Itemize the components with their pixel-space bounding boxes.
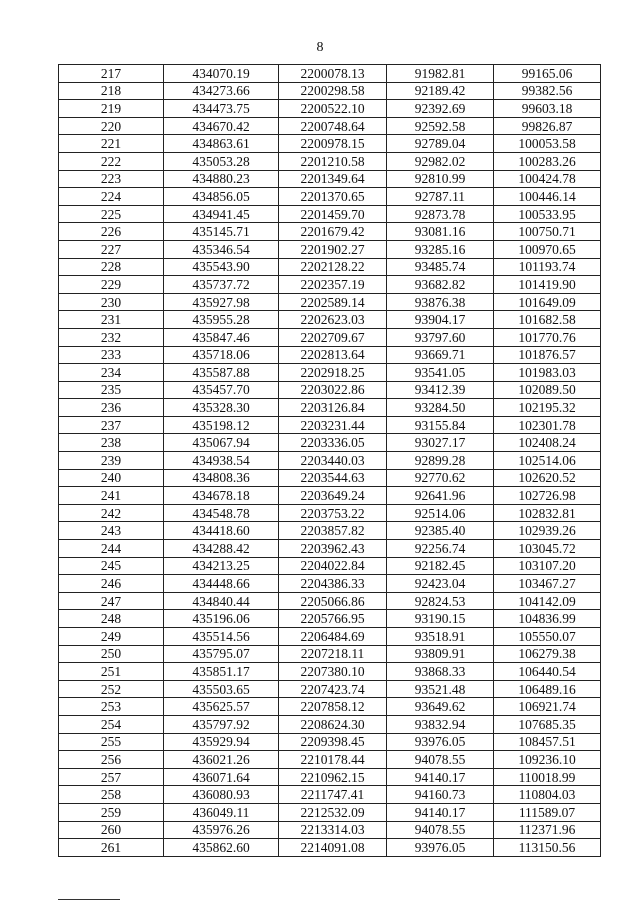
y-coordinate-cell: 2202709.67 <box>279 328 387 346</box>
table-row <box>59 803 601 821</box>
y-local-cell: 99165.06 <box>494 65 601 83</box>
table-row <box>59 821 601 839</box>
point-number-cell: 222 <box>59 152 164 170</box>
table-row <box>59 276 601 294</box>
point-number-cell: 235 <box>59 381 164 399</box>
table-row <box>59 733 601 751</box>
y-coordinate-cell: 2207380.10 <box>279 663 387 681</box>
table-row <box>59 416 601 434</box>
y-local-cell: 102726.98 <box>494 487 601 505</box>
x-coordinate-cell: 435053.28 <box>164 152 279 170</box>
table-row <box>59 399 601 417</box>
y-local-cell: 112371.96 <box>494 821 601 839</box>
x-coordinate-cell: 434863.61 <box>164 135 279 153</box>
y-coordinate-cell: 2200078.13 <box>279 65 387 83</box>
y-coordinate-cell: 2204386.33 <box>279 575 387 593</box>
point-number-cell: 258 <box>59 786 164 804</box>
table-row <box>59 698 601 716</box>
x-coordinate-cell: 435587.88 <box>164 364 279 382</box>
y-coordinate-cell: 2202623.03 <box>279 311 387 329</box>
x-local-cell: 92392.69 <box>387 100 494 118</box>
y-coordinate-cell: 2200522.10 <box>279 100 387 118</box>
y-coordinate-cell: 2206484.69 <box>279 628 387 646</box>
table-row <box>59 258 601 276</box>
table-row <box>59 82 601 100</box>
table-row <box>59 469 601 487</box>
table-row <box>59 452 601 470</box>
table-row <box>59 205 601 223</box>
x-local-cell: 92770.62 <box>387 469 494 487</box>
table-row <box>59 786 601 804</box>
y-local-cell: 101682.58 <box>494 311 601 329</box>
point-number-cell: 254 <box>59 715 164 733</box>
point-number-cell: 237 <box>59 416 164 434</box>
x-local-cell: 93518.91 <box>387 628 494 646</box>
x-local-cell: 93868.33 <box>387 663 494 681</box>
x-coordinate-cell: 435198.12 <box>164 416 279 434</box>
x-coordinate-cell: 434670.42 <box>164 117 279 135</box>
point-number-cell: 221 <box>59 135 164 153</box>
x-local-cell: 93797.60 <box>387 328 494 346</box>
x-local-cell: 94160.73 <box>387 786 494 804</box>
y-coordinate-cell: 2203857.82 <box>279 522 387 540</box>
table-row <box>59 839 601 857</box>
x-coordinate-cell: 434070.19 <box>164 65 279 83</box>
point-number-cell: 224 <box>59 188 164 206</box>
y-coordinate-cell: 2209398.45 <box>279 733 387 751</box>
point-number-cell: 259 <box>59 803 164 821</box>
x-local-cell: 94078.55 <box>387 821 494 839</box>
table-row <box>59 188 601 206</box>
y-local-cell: 108457.51 <box>494 733 601 751</box>
x-coordinate-cell: 435737.72 <box>164 276 279 294</box>
y-coordinate-cell: 2208624.30 <box>279 715 387 733</box>
y-coordinate-cell: 2201459.70 <box>279 205 387 223</box>
point-number-cell: 250 <box>59 645 164 663</box>
point-number-cell: 232 <box>59 328 164 346</box>
y-local-cell: 109236.10 <box>494 751 601 769</box>
table-row <box>59 592 601 610</box>
y-coordinate-cell: 2203231.44 <box>279 416 387 434</box>
x-local-cell: 93976.05 <box>387 839 494 857</box>
y-coordinate-cell: 2200748.64 <box>279 117 387 135</box>
y-coordinate-cell: 2201349.64 <box>279 170 387 188</box>
x-local-cell: 93027.17 <box>387 434 494 452</box>
x-coordinate-cell: 435346.54 <box>164 240 279 258</box>
x-local-cell: 93876.38 <box>387 293 494 311</box>
x-coordinate-cell: 435625.57 <box>164 698 279 716</box>
x-coordinate-cell: 436071.64 <box>164 768 279 786</box>
x-coordinate-cell: 436080.93 <box>164 786 279 804</box>
x-coordinate-cell: 434548.78 <box>164 504 279 522</box>
y-local-cell: 102408.24 <box>494 434 601 452</box>
y-local-cell: 99382.56 <box>494 82 601 100</box>
x-local-cell: 92824.53 <box>387 592 494 610</box>
y-coordinate-cell: 2201370.65 <box>279 188 387 206</box>
point-number-cell: 242 <box>59 504 164 522</box>
point-number-cell: 236 <box>59 399 164 417</box>
point-number-cell: 257 <box>59 768 164 786</box>
point-number-cell: 233 <box>59 346 164 364</box>
footer-rule <box>58 899 120 900</box>
table-row <box>59 504 601 522</box>
point-number-cell: 217 <box>59 65 164 83</box>
x-local-cell: 93284.50 <box>387 399 494 417</box>
x-local-cell: 93904.17 <box>387 311 494 329</box>
y-local-cell: 102514.06 <box>494 452 601 470</box>
table-row <box>59 628 601 646</box>
y-coordinate-cell: 2207858.12 <box>279 698 387 716</box>
x-local-cell: 92810.99 <box>387 170 494 188</box>
point-number-cell: 252 <box>59 680 164 698</box>
table-row <box>59 751 601 769</box>
y-coordinate-cell: 2201210.58 <box>279 152 387 170</box>
table-row <box>59 645 601 663</box>
y-coordinate-cell: 2202589.14 <box>279 293 387 311</box>
table-row <box>59 346 601 364</box>
y-local-cell: 102301.78 <box>494 416 601 434</box>
point-number-cell: 240 <box>59 469 164 487</box>
x-local-cell: 92256.74 <box>387 540 494 558</box>
page-number: 8 <box>316 40 324 55</box>
y-coordinate-cell: 2203440.03 <box>279 452 387 470</box>
point-number-cell: 256 <box>59 751 164 769</box>
point-number-cell: 261 <box>59 839 164 857</box>
y-coordinate-cell: 2203649.24 <box>279 487 387 505</box>
y-coordinate-cell: 2213314.03 <box>279 821 387 839</box>
x-local-cell: 93682.82 <box>387 276 494 294</box>
x-coordinate-cell: 435929.94 <box>164 733 279 751</box>
y-coordinate-cell: 2202357.19 <box>279 276 387 294</box>
y-local-cell: 104142.09 <box>494 592 601 610</box>
y-local-cell: 102620.52 <box>494 469 601 487</box>
point-number-cell: 243 <box>59 522 164 540</box>
table-row <box>59 557 601 575</box>
x-coordinate-cell: 435718.06 <box>164 346 279 364</box>
point-number-cell: 223 <box>59 170 164 188</box>
x-coordinate-cell: 435955.28 <box>164 311 279 329</box>
y-local-cell: 101770.76 <box>494 328 601 346</box>
y-coordinate-cell: 2212532.09 <box>279 803 387 821</box>
x-coordinate-cell: 435847.46 <box>164 328 279 346</box>
y-coordinate-cell: 2202128.22 <box>279 258 387 276</box>
table-row <box>59 663 601 681</box>
y-coordinate-cell: 2204022.84 <box>279 557 387 575</box>
y-local-cell: 102089.50 <box>494 381 601 399</box>
x-local-cell: 92182.45 <box>387 557 494 575</box>
point-number-cell: 241 <box>59 487 164 505</box>
y-local-cell: 100424.78 <box>494 170 601 188</box>
x-coordinate-cell: 435976.26 <box>164 821 279 839</box>
x-coordinate-cell: 435196.06 <box>164 610 279 628</box>
y-local-cell: 99826.87 <box>494 117 601 135</box>
x-local-cell: 93485.74 <box>387 258 494 276</box>
y-local-cell: 103107.20 <box>494 557 601 575</box>
y-coordinate-cell: 2200298.58 <box>279 82 387 100</box>
y-local-cell: 106489.16 <box>494 680 601 698</box>
point-number-cell: 231 <box>59 311 164 329</box>
x-local-cell: 93976.05 <box>387 733 494 751</box>
y-local-cell: 101419.90 <box>494 276 601 294</box>
x-coordinate-cell: 434213.25 <box>164 557 279 575</box>
x-coordinate-cell: 434880.23 <box>164 170 279 188</box>
point-number-cell: 244 <box>59 540 164 558</box>
table-row <box>59 328 601 346</box>
x-coordinate-cell: 434938.54 <box>164 452 279 470</box>
y-coordinate-cell: 2210962.15 <box>279 768 387 786</box>
x-coordinate-cell: 435457.70 <box>164 381 279 399</box>
y-coordinate-cell: 2203753.22 <box>279 504 387 522</box>
x-coordinate-cell: 435328.30 <box>164 399 279 417</box>
y-local-cell: 110804.03 <box>494 786 601 804</box>
x-coordinate-cell: 435862.60 <box>164 839 279 857</box>
point-number-cell: 225 <box>59 205 164 223</box>
y-local-cell: 111589.07 <box>494 803 601 821</box>
x-coordinate-cell: 435543.90 <box>164 258 279 276</box>
y-coordinate-cell: 2203022.86 <box>279 381 387 399</box>
y-coordinate-cell: 2203544.63 <box>279 469 387 487</box>
x-local-cell: 93809.91 <box>387 645 494 663</box>
x-local-cell: 93155.84 <box>387 416 494 434</box>
table-row <box>59 715 601 733</box>
table-row <box>59 381 601 399</box>
y-local-cell: 101193.74 <box>494 258 601 276</box>
x-coordinate-cell: 434678.18 <box>164 487 279 505</box>
table-row <box>59 487 601 505</box>
table-row <box>59 540 601 558</box>
point-number-cell: 245 <box>59 557 164 575</box>
point-number-cell: 253 <box>59 698 164 716</box>
x-coordinate-cell: 436049.11 <box>164 803 279 821</box>
x-local-cell: 92641.96 <box>387 487 494 505</box>
x-local-cell: 91982.81 <box>387 65 494 83</box>
point-number-cell: 218 <box>59 82 164 100</box>
y-local-cell: 101876.57 <box>494 346 601 364</box>
x-local-cell: 92899.28 <box>387 452 494 470</box>
table-row <box>59 768 601 786</box>
y-local-cell: 106921.74 <box>494 698 601 716</box>
point-number-cell: 246 <box>59 575 164 593</box>
y-local-cell: 103045.72 <box>494 540 601 558</box>
point-number-cell: 260 <box>59 821 164 839</box>
point-number-cell: 230 <box>59 293 164 311</box>
table-row <box>59 610 601 628</box>
y-coordinate-cell: 2203962.43 <box>279 540 387 558</box>
y-coordinate-cell: 2211747.41 <box>279 786 387 804</box>
x-coordinate-cell: 435927.98 <box>164 293 279 311</box>
y-coordinate-cell: 2200978.15 <box>279 135 387 153</box>
point-number-cell: 239 <box>59 452 164 470</box>
point-number-cell: 255 <box>59 733 164 751</box>
y-coordinate-cell: 2207423.74 <box>279 680 387 698</box>
x-local-cell: 92423.04 <box>387 575 494 593</box>
table-row <box>59 223 601 241</box>
y-local-cell: 100446.14 <box>494 188 601 206</box>
point-number-cell: 219 <box>59 100 164 118</box>
point-number-cell: 227 <box>59 240 164 258</box>
y-local-cell: 113150.56 <box>494 839 601 857</box>
y-local-cell: 102939.26 <box>494 522 601 540</box>
table-row <box>59 65 601 83</box>
x-local-cell: 92873.78 <box>387 205 494 223</box>
x-local-cell: 94140.17 <box>387 768 494 786</box>
point-number-cell: 249 <box>59 628 164 646</box>
x-local-cell: 93649.62 <box>387 698 494 716</box>
x-coordinate-cell: 434856.05 <box>164 188 279 206</box>
x-local-cell: 92592.58 <box>387 117 494 135</box>
x-local-cell: 93541.05 <box>387 364 494 382</box>
point-number-cell: 251 <box>59 663 164 681</box>
x-coordinate-cell: 434808.36 <box>164 469 279 487</box>
table-row <box>59 522 601 540</box>
coordinates-table <box>58 64 601 857</box>
x-local-cell: 93081.16 <box>387 223 494 241</box>
x-local-cell: 92189.42 <box>387 82 494 100</box>
y-local-cell: 100970.65 <box>494 240 601 258</box>
x-coordinate-cell: 435795.07 <box>164 645 279 663</box>
y-coordinate-cell: 2201902.27 <box>279 240 387 258</box>
y-coordinate-cell: 2207218.11 <box>279 645 387 663</box>
y-local-cell: 102195.32 <box>494 399 601 417</box>
y-local-cell: 100053.58 <box>494 135 601 153</box>
y-coordinate-cell: 2214091.08 <box>279 839 387 857</box>
y-coordinate-cell: 2201679.42 <box>279 223 387 241</box>
table-row <box>59 100 601 118</box>
point-number-cell: 234 <box>59 364 164 382</box>
table-row <box>59 680 601 698</box>
y-local-cell: 100533.95 <box>494 205 601 223</box>
y-local-cell: 100750.71 <box>494 223 601 241</box>
y-coordinate-cell: 2205066.86 <box>279 592 387 610</box>
x-coordinate-cell: 435514.56 <box>164 628 279 646</box>
y-coordinate-cell: 2210178.44 <box>279 751 387 769</box>
y-local-cell: 104836.99 <box>494 610 601 628</box>
point-number-cell: 238 <box>59 434 164 452</box>
x-coordinate-cell: 435797.92 <box>164 715 279 733</box>
table-row <box>59 434 601 452</box>
y-local-cell: 103467.27 <box>494 575 601 593</box>
y-coordinate-cell: 2203336.05 <box>279 434 387 452</box>
y-local-cell: 107685.35 <box>494 715 601 733</box>
table-row <box>59 575 601 593</box>
x-local-cell: 94078.55 <box>387 751 494 769</box>
x-local-cell: 92787.11 <box>387 188 494 206</box>
x-local-cell: 93190.15 <box>387 610 494 628</box>
y-coordinate-cell: 2203126.84 <box>279 399 387 417</box>
x-coordinate-cell: 434473.75 <box>164 100 279 118</box>
y-local-cell: 100283.26 <box>494 152 601 170</box>
x-local-cell: 92385.40 <box>387 522 494 540</box>
y-local-cell: 110018.99 <box>494 768 601 786</box>
x-coordinate-cell: 436021.26 <box>164 751 279 769</box>
table-row <box>59 293 601 311</box>
x-local-cell: 93521.48 <box>387 680 494 698</box>
y-local-cell: 101649.09 <box>494 293 601 311</box>
x-coordinate-cell: 434288.42 <box>164 540 279 558</box>
y-local-cell: 102832.81 <box>494 504 601 522</box>
x-local-cell: 93832.94 <box>387 715 494 733</box>
point-number-cell: 248 <box>59 610 164 628</box>
y-local-cell: 99603.18 <box>494 100 601 118</box>
x-coordinate-cell: 435067.94 <box>164 434 279 452</box>
x-local-cell: 92514.06 <box>387 504 494 522</box>
x-coordinate-cell: 434418.60 <box>164 522 279 540</box>
table-row <box>59 152 601 170</box>
x-coordinate-cell: 434448.66 <box>164 575 279 593</box>
x-local-cell: 93412.39 <box>387 381 494 399</box>
table-row <box>59 170 601 188</box>
x-coordinate-cell: 434273.66 <box>164 82 279 100</box>
coordinates-table-body <box>59 65 601 857</box>
table-row <box>59 135 601 153</box>
x-local-cell: 93669.71 <box>387 346 494 364</box>
point-number-cell: 229 <box>59 276 164 294</box>
x-coordinate-cell: 434840.44 <box>164 592 279 610</box>
x-local-cell: 92789.04 <box>387 135 494 153</box>
x-coordinate-cell: 435851.17 <box>164 663 279 681</box>
point-number-cell: 226 <box>59 223 164 241</box>
y-local-cell: 101983.03 <box>494 364 601 382</box>
y-local-cell: 106440.54 <box>494 663 601 681</box>
x-local-cell: 94140.17 <box>387 803 494 821</box>
y-coordinate-cell: 2202918.25 <box>279 364 387 382</box>
table-row <box>59 364 601 382</box>
y-coordinate-cell: 2205766.95 <box>279 610 387 628</box>
x-coordinate-cell: 434941.45 <box>164 205 279 223</box>
y-local-cell: 105550.07 <box>494 628 601 646</box>
table-row <box>59 117 601 135</box>
x-coordinate-cell: 435503.65 <box>164 680 279 698</box>
point-number-cell: 247 <box>59 592 164 610</box>
point-number-cell: 228 <box>59 258 164 276</box>
x-coordinate-cell: 435145.71 <box>164 223 279 241</box>
y-coordinate-cell: 2202813.64 <box>279 346 387 364</box>
y-local-cell: 106279.38 <box>494 645 601 663</box>
x-local-cell: 92982.02 <box>387 152 494 170</box>
point-number-cell: 220 <box>59 117 164 135</box>
table-row <box>59 240 601 258</box>
table-row <box>59 311 601 329</box>
x-local-cell: 93285.16 <box>387 240 494 258</box>
